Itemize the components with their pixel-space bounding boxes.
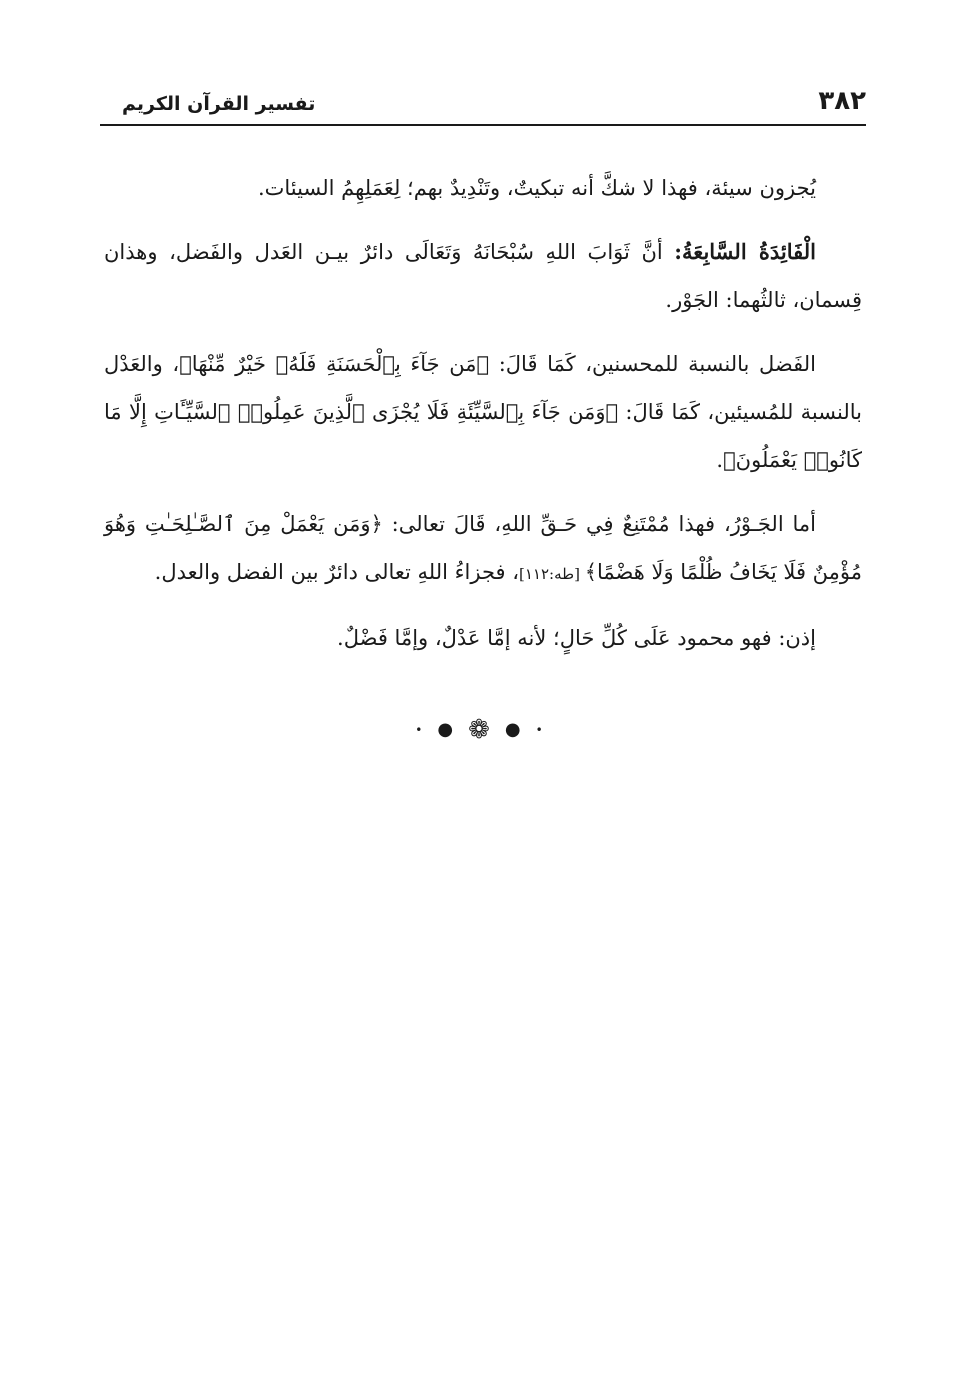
quran-verse-3: ﴿وَمَن يَعْمَلْ مِنَ ٱلصَّـٰلِحَـٰتِ وَهُوَ مُؤْمِنٌ فَلَا يَخَافُ ظُلْمًا وَلَا هَضْمًا﴾ [104,512,862,584]
paragraph-3-text-b: ، والعَدْل بالنسبة للمُسيئين، كَمَا قَالَ: [104,352,862,424]
paragraph-4-text-b: ، فجزاءُ اللهِ تعالى دائرٌ بين الفضل والعدل. [154,560,520,584]
verse-citation: [طه:١١٢] [519,565,585,583]
page-header [100,84,866,124]
paragraph-4 [104,500,862,598]
running-title: تفسير القرآن الكريم [122,93,316,115]
paragraph-3-text-c: . [716,448,724,472]
benefit-heading: الْفَائِدَةُ السَّابِعَةُ: [674,239,817,264]
body-text [104,164,862,678]
paragraph-1-text: يُجزون سيئة، فهذا لا شكَّ أنه تبكيتٌ، وتَنْدِيدٌ بهم؛ لِعَمَلِهِمُ السيئات. [257,176,816,200]
ornament-flower-icon: ❁ [468,715,494,745]
ornament-dot-small-right: • [535,723,547,737]
paragraph-2 [104,228,862,324]
paragraph-3 [104,340,862,484]
paragraph-5 [104,614,862,662]
ornament-dot-big-right: ● [504,719,525,740]
quran-verse-2: ﴿وَمَن جَآءَ بِٱلسَّيِّئَةِ فَلَا يُجْزَى ٱلَّذِينَ عَمِلُوا۟ ٱلسَّيِّـَٔاتِ إِلَّا مَا كَانُوا۟ يَعْمَلُونَ﴾ [104,400,862,472]
paragraph-3-text-a: الفَضل بالنسبة للمحسنين، كَمَا قَالَ: [489,352,816,376]
paragraph-2-text: أنَّ ثَوَابَ اللهِ سُبْحَانَهُ وَتَعَالَى دائرٌ بيـن العَدل والفَضل، وهذان قِسمان، ثالثُهما: الجَوْر. [104,240,862,312]
paragraph-1 [104,164,862,212]
header-rule [100,124,866,126]
page-number: ٣٨٢ [818,86,866,116]
ornament-dot-small-left: • [415,723,427,737]
quran-verse-1: ﴿مَن جَآءَ بِٱلْحَسَنَةِ فَلَهُۥ خَيْرٌ مِّنْهَا﴾ [179,352,490,376]
section-end-ornament [0,710,962,750]
paragraph-5-text: إذن: فهو محمود عَلَى كُلِّ حَالٍ؛ لأنه إمَّا عَدْلٌ، وإمَّا فَضْلٌ. [337,626,816,650]
paragraph-4-text-a: أما الجَـوْرُ، فهذا مُمْتَنِعٌ فِي حَـقِّ اللهِ، قَالَ تعالى: [382,512,817,536]
ornament-dot-big-left: ● [437,719,458,740]
